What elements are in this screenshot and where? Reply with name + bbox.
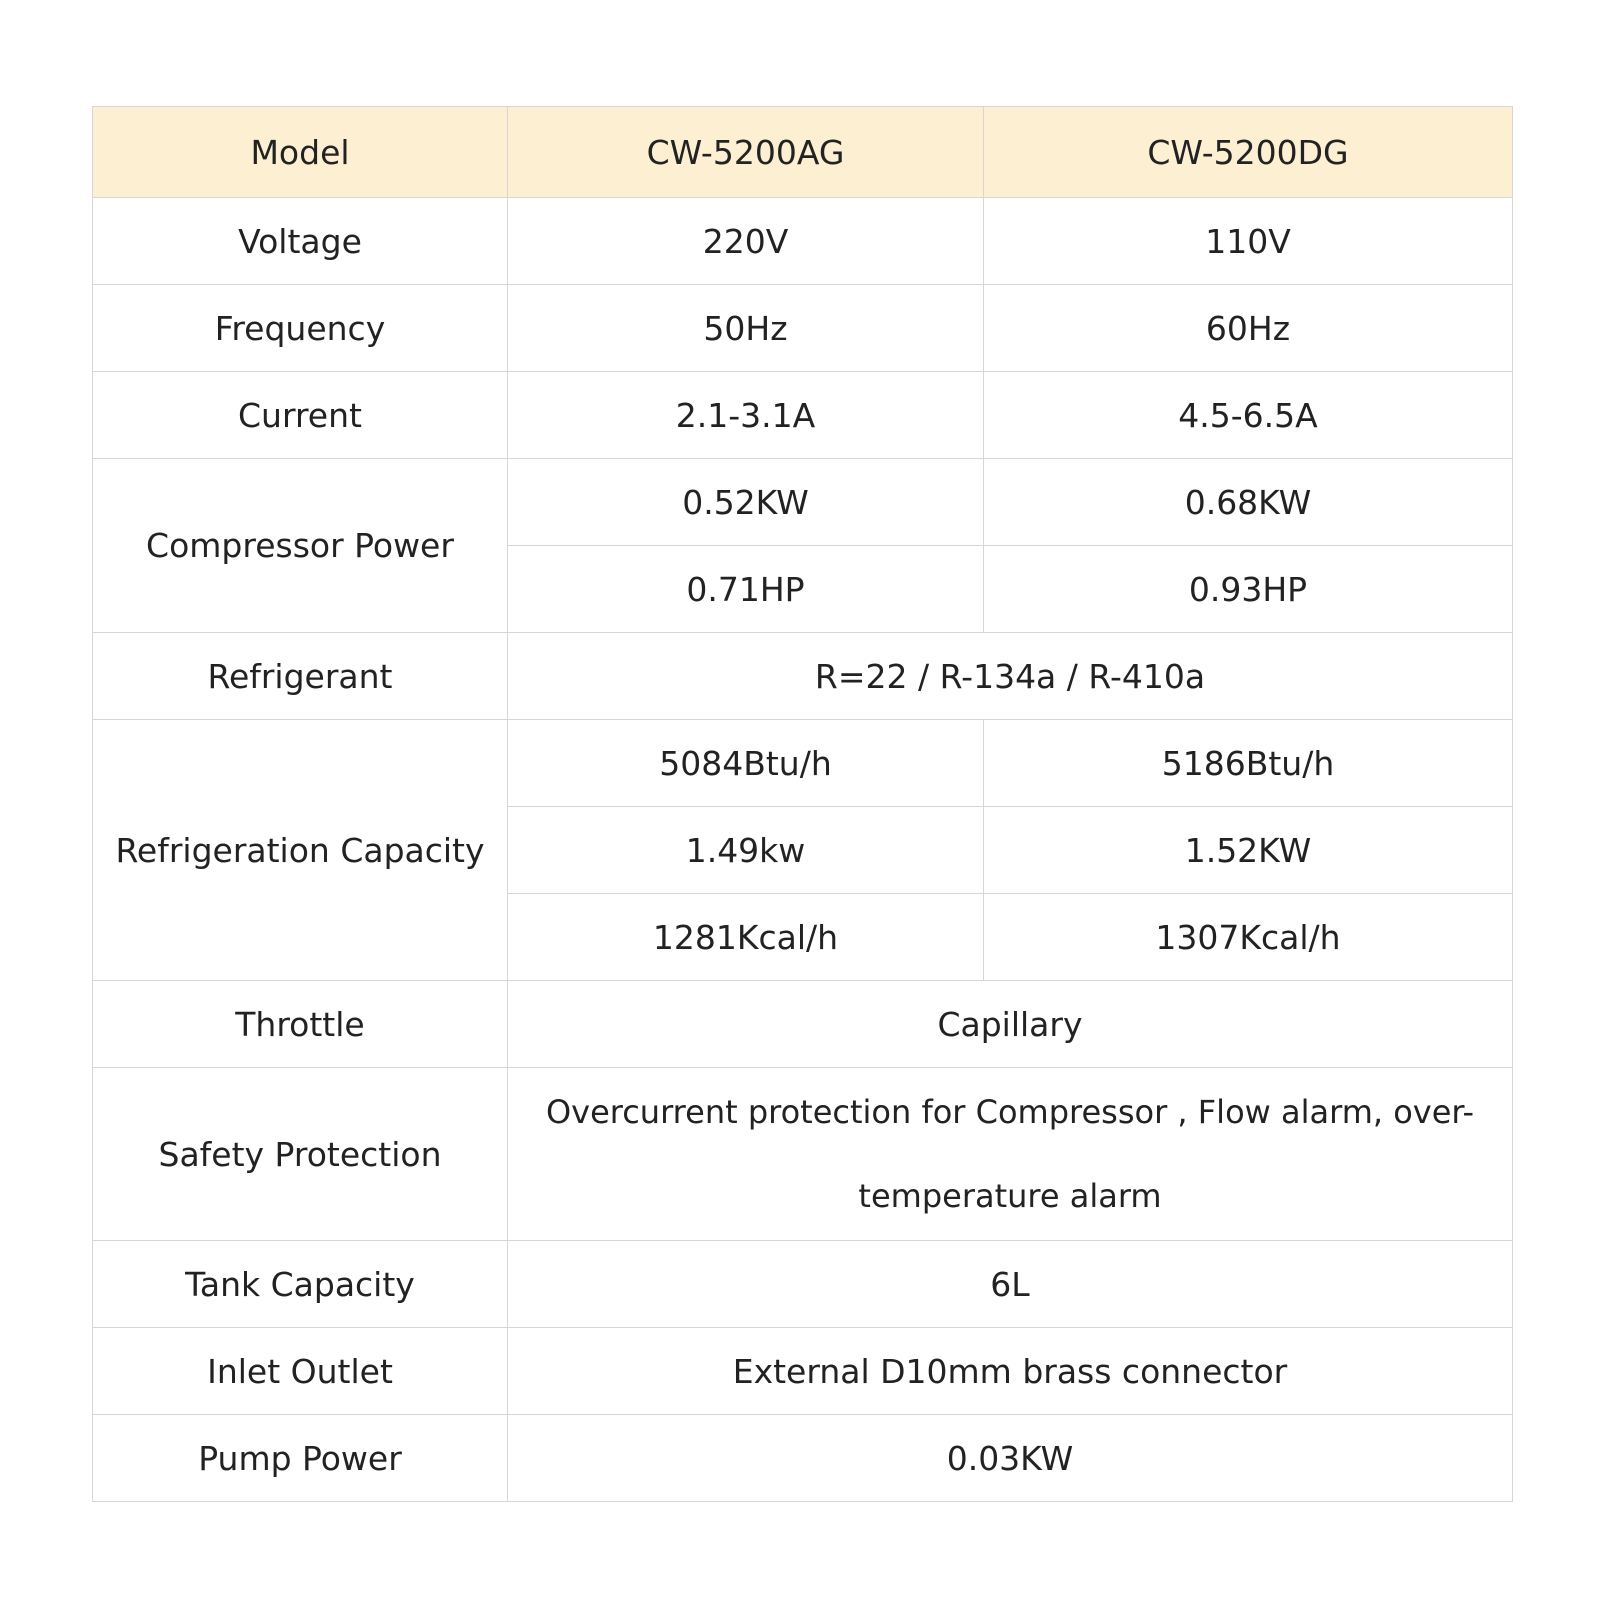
- cell-value-a: 0.71HP: [508, 546, 984, 633]
- row-label: Tank Capacity: [93, 1241, 508, 1328]
- header-model-label: Model: [93, 107, 508, 198]
- table-row-refrigerant: [93, 633, 1513, 720]
- cell-value-shared: Capillary: [508, 981, 1513, 1068]
- cell-value-shared: 6L: [508, 1241, 1513, 1328]
- row-label: Throttle: [93, 981, 508, 1068]
- row-label: Refrigeration Capacity: [93, 720, 508, 981]
- table-row-pump-power: [93, 1415, 1513, 1502]
- specification-table: [92, 106, 1513, 1502]
- row-label: Current: [93, 372, 508, 459]
- cell-value-a: 5084Btu/h: [508, 720, 984, 807]
- cell-value-a: 1.49kw: [508, 807, 984, 894]
- cell-value-shared: 0.03KW: [508, 1415, 1513, 1502]
- table-row-refrigeration-capacity-btu: [93, 720, 1513, 807]
- cell-value-b: 0.68KW: [984, 459, 1513, 546]
- header-model-b: CW-5200DG: [984, 107, 1513, 198]
- cell-value-b: 1.52KW: [984, 807, 1513, 894]
- cell-value-b: 4.5-6.5A: [984, 372, 1513, 459]
- table-row-tank-capacity: [93, 1241, 1513, 1328]
- cell-value-a: 0.52KW: [508, 459, 984, 546]
- cell-value-shared: External D10mm brass connector: [508, 1328, 1513, 1415]
- table-row-safety-protection: [93, 1068, 1513, 1241]
- cell-value-shared: R=22 / R-134a / R-410a: [508, 633, 1513, 720]
- table-row-compressor-power-kw: [93, 459, 1513, 546]
- table-row-frequency: [93, 285, 1513, 372]
- cell-value-b: 110V: [984, 198, 1513, 285]
- header-model-a: CW-5200AG: [508, 107, 984, 198]
- cell-value-b: 1307Kcal/h: [984, 894, 1513, 981]
- row-label: Voltage: [93, 198, 508, 285]
- table-row-throttle: [93, 981, 1513, 1068]
- row-label: Pump Power: [93, 1415, 508, 1502]
- cell-value-b: 0.93HP: [984, 546, 1513, 633]
- cell-value-a: 1281Kcal/h: [508, 894, 984, 981]
- row-label: Inlet Outlet: [93, 1328, 508, 1415]
- table-row-current: [93, 372, 1513, 459]
- cell-value-a: 2.1-3.1A: [508, 372, 984, 459]
- cell-value-shared: Overcurrent protection for Compressor , Flow alarm, over-temperature alarm: [508, 1068, 1513, 1241]
- table-header-row: [93, 107, 1513, 198]
- table-row-inlet-outlet: [93, 1328, 1513, 1415]
- row-label: Compressor Power: [93, 459, 508, 633]
- table-row-voltage: [93, 198, 1513, 285]
- cell-value-a: 220V: [508, 198, 984, 285]
- row-label: Safety Protection: [93, 1068, 508, 1241]
- cell-value-b: 5186Btu/h: [984, 720, 1513, 807]
- cell-value-a: 50Hz: [508, 285, 984, 372]
- cell-value-b: 60Hz: [984, 285, 1513, 372]
- row-label: Refrigerant: [93, 633, 508, 720]
- row-label: Frequency: [93, 285, 508, 372]
